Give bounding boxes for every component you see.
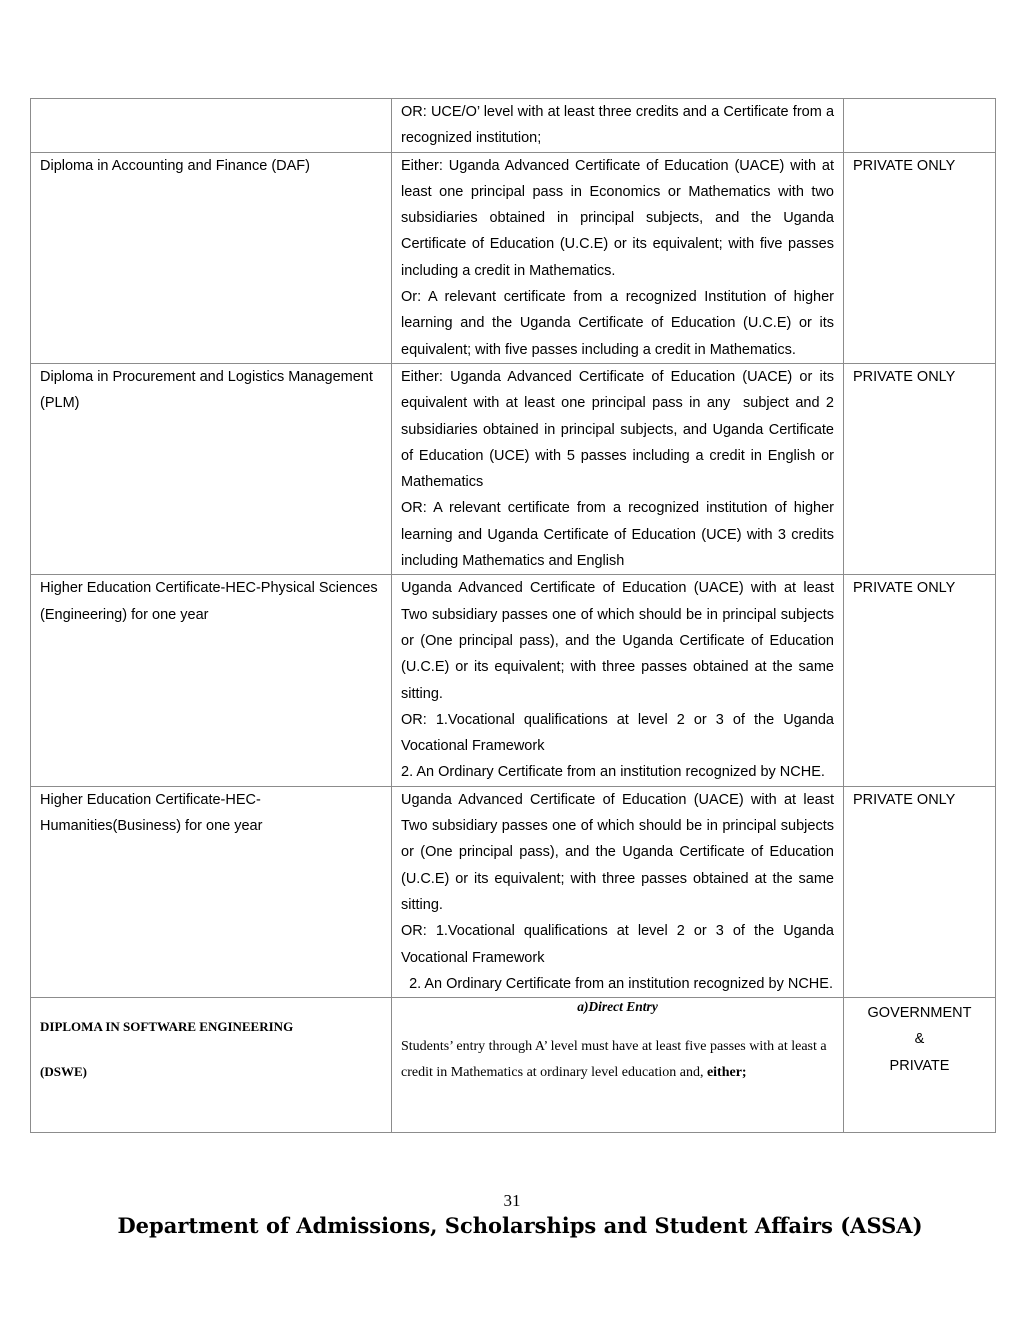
programme-cell — [31, 152, 392, 363]
status-cell — [844, 575, 996, 786]
table-row — [31, 575, 996, 786]
requirement-keyword: Or: — [401, 289, 422, 306]
programme-name — [40, 1019, 382, 1080]
requirement-keyword: OR: — [401, 104, 427, 120]
status-line-ampersand: & — [914, 1031, 925, 1048]
requirement-text: Uganda Advanced Certificate of Education (UACE) with at least Two subsidiary passes one of which should be in principal subjects or (One principal pass), and the Uganda Certificate of Education (U.C.E) or its equivalent; with three passes obtained at the same sitting. — [401, 580, 839, 702]
requirement-paragraph — [401, 759, 834, 785]
requirement-paragraph — [401, 575, 839, 706]
requirement-keyword: Either — [401, 368, 439, 385]
requirement-keyword: and — [682, 104, 707, 120]
requirement-text: 2. An Ordinary Certificate from an institution recognized by NCHE. — [401, 975, 833, 992]
requirement-text: Uganda Advanced Certificate of Education (UACE) with at least one principal pass in Economics or Mathematics with two subsidiaries obtained in principal subjects, and the Uganda Certificate of Education (U.C.E) or its equivalent; with five passes including a credit in Mathematics. — [401, 157, 839, 279]
requirement-text: 2. An Ordinary Certificate from an institution recognized by NCHE. — [401, 764, 825, 781]
table-row — [31, 152, 996, 363]
requirement-paragraph — [401, 153, 839, 284]
status-text: PRIVATE ONLY — [853, 580, 956, 597]
direct-entry-heading: a)Direct Entry — [577, 999, 658, 1015]
requirement-keyword: Either: — [401, 157, 443, 174]
page-footer: Department of Admissions, Scholarships and Student Affairs (ASSA) — [117, 1213, 923, 1238]
requirements-cell — [392, 99, 844, 153]
status-cell — [844, 152, 996, 363]
programme-name-line2: (DSWE) — [40, 1064, 87, 1080]
table-row — [31, 363, 996, 574]
status-cell — [844, 998, 996, 1133]
programme-name: Diploma in Accounting and Finance (DAF) — [40, 157, 310, 174]
requirement-paragraph — [401, 918, 839, 971]
status-cell — [844, 363, 996, 574]
programme-cell — [31, 575, 392, 786]
page-number: 31 — [503, 1191, 521, 1210]
requirement-text: a Certificate from a recognized institution; — [401, 104, 839, 147]
programme-cell — [31, 998, 392, 1133]
requirements-table — [30, 98, 996, 1133]
requirement-keyword: OR: — [401, 500, 427, 517]
status-text: PRIVATE ONLY — [853, 791, 956, 808]
table-row — [31, 786, 996, 997]
table-row — [31, 99, 996, 153]
requirement-paragraph — [401, 284, 839, 363]
requirement-paragraph — [401, 495, 839, 574]
programme-cell — [31, 363, 392, 574]
requirements-cell — [392, 575, 844, 786]
requirement-text: OR: 1.Vocational qualifications at level 2 or 3 of the Uganda Vocational Framework — [401, 923, 839, 966]
requirement-text: A relevant certificate from a recognized institution of higher learning and Uganda Certificate of Education (UCE) with 3 credits including Mathematics and English — [401, 500, 839, 570]
requirement-paragraph — [401, 364, 839, 495]
requirements-cell — [392, 786, 844, 997]
status-text: PRIVATE ONLY — [853, 368, 956, 385]
direct-entry-either: either; — [706, 1065, 747, 1081]
programme-name: Higher Education Certificate-HEC-Humanities(Business) for one year — [40, 791, 263, 835]
programme-name-line1: DIPLOMA IN SOFTWARE ENGINEERING — [40, 1019, 294, 1035]
status-line-private: PRIVATE — [889, 1057, 950, 1074]
requirement-text: A relevant certificate from a recognized Institution of higher learning and the Uganda Certificate of Education (U.C.E) or its equivalent; with five passes including a credit in Mathematics. — [401, 289, 839, 358]
requirement-paragraph — [401, 971, 834, 997]
requirements-cell — [392, 998, 844, 1133]
requirement-text: : Uganda Advanced Certificate of Education (UACE) or its equivalent with at least one principal pass in any subject and 2 subsidiaries obtained in principal subjects, and Uganda Certificate of Education (UCE) with 5 passes including a credit in English or Mathematics — [401, 368, 839, 491]
programme-name: Diploma in Procurement and Logistics Management (PLM) — [40, 368, 373, 412]
direct-entry-text — [401, 1034, 834, 1086]
table-body — [31, 99, 996, 998]
requirement-paragraph — [401, 787, 839, 918]
dswe-section — [31, 998, 996, 1133]
programme-cell — [31, 99, 392, 153]
requirement-text: OR: 1.Vocational qualifications at level 2 or 3 of the Uganda Vocational Framework — [401, 711, 839, 755]
status-text — [853, 1000, 986, 1079]
status-cell — [844, 99, 996, 153]
requirement-text: Uganda Advanced Certificate of Education (UACE) with at least Two subsidiary passes one of which should be in principal subjects or (One principal pass), and the Uganda Certificate of Education (U.C.E) or its equivalent; with three passes obtained at the same sitting. — [401, 791, 839, 913]
requirement-paragraph — [401, 99, 839, 152]
requirement-paragraph — [401, 707, 839, 760]
table-row-dswe — [31, 998, 996, 1133]
status-text: PRIVATE ONLY — [853, 157, 956, 174]
status-line-government: GOVERNMENT — [867, 1005, 972, 1022]
requirements-cell — [392, 152, 844, 363]
status-cell — [844, 786, 996, 997]
requirements-cell — [392, 363, 844, 574]
programme-name: Higher Education Certificate-HEC-Physical Sciences (Engineering) for one year — [40, 580, 378, 623]
requirement-text: UCE/O’ level with at least three credits — [426, 104, 683, 120]
programme-cell — [31, 786, 392, 997]
direct-entry-body: Students’ entry through A’ level must have at least five passes with at least a credit in Mathematics at ordinary level education and, — [401, 1039, 827, 1081]
